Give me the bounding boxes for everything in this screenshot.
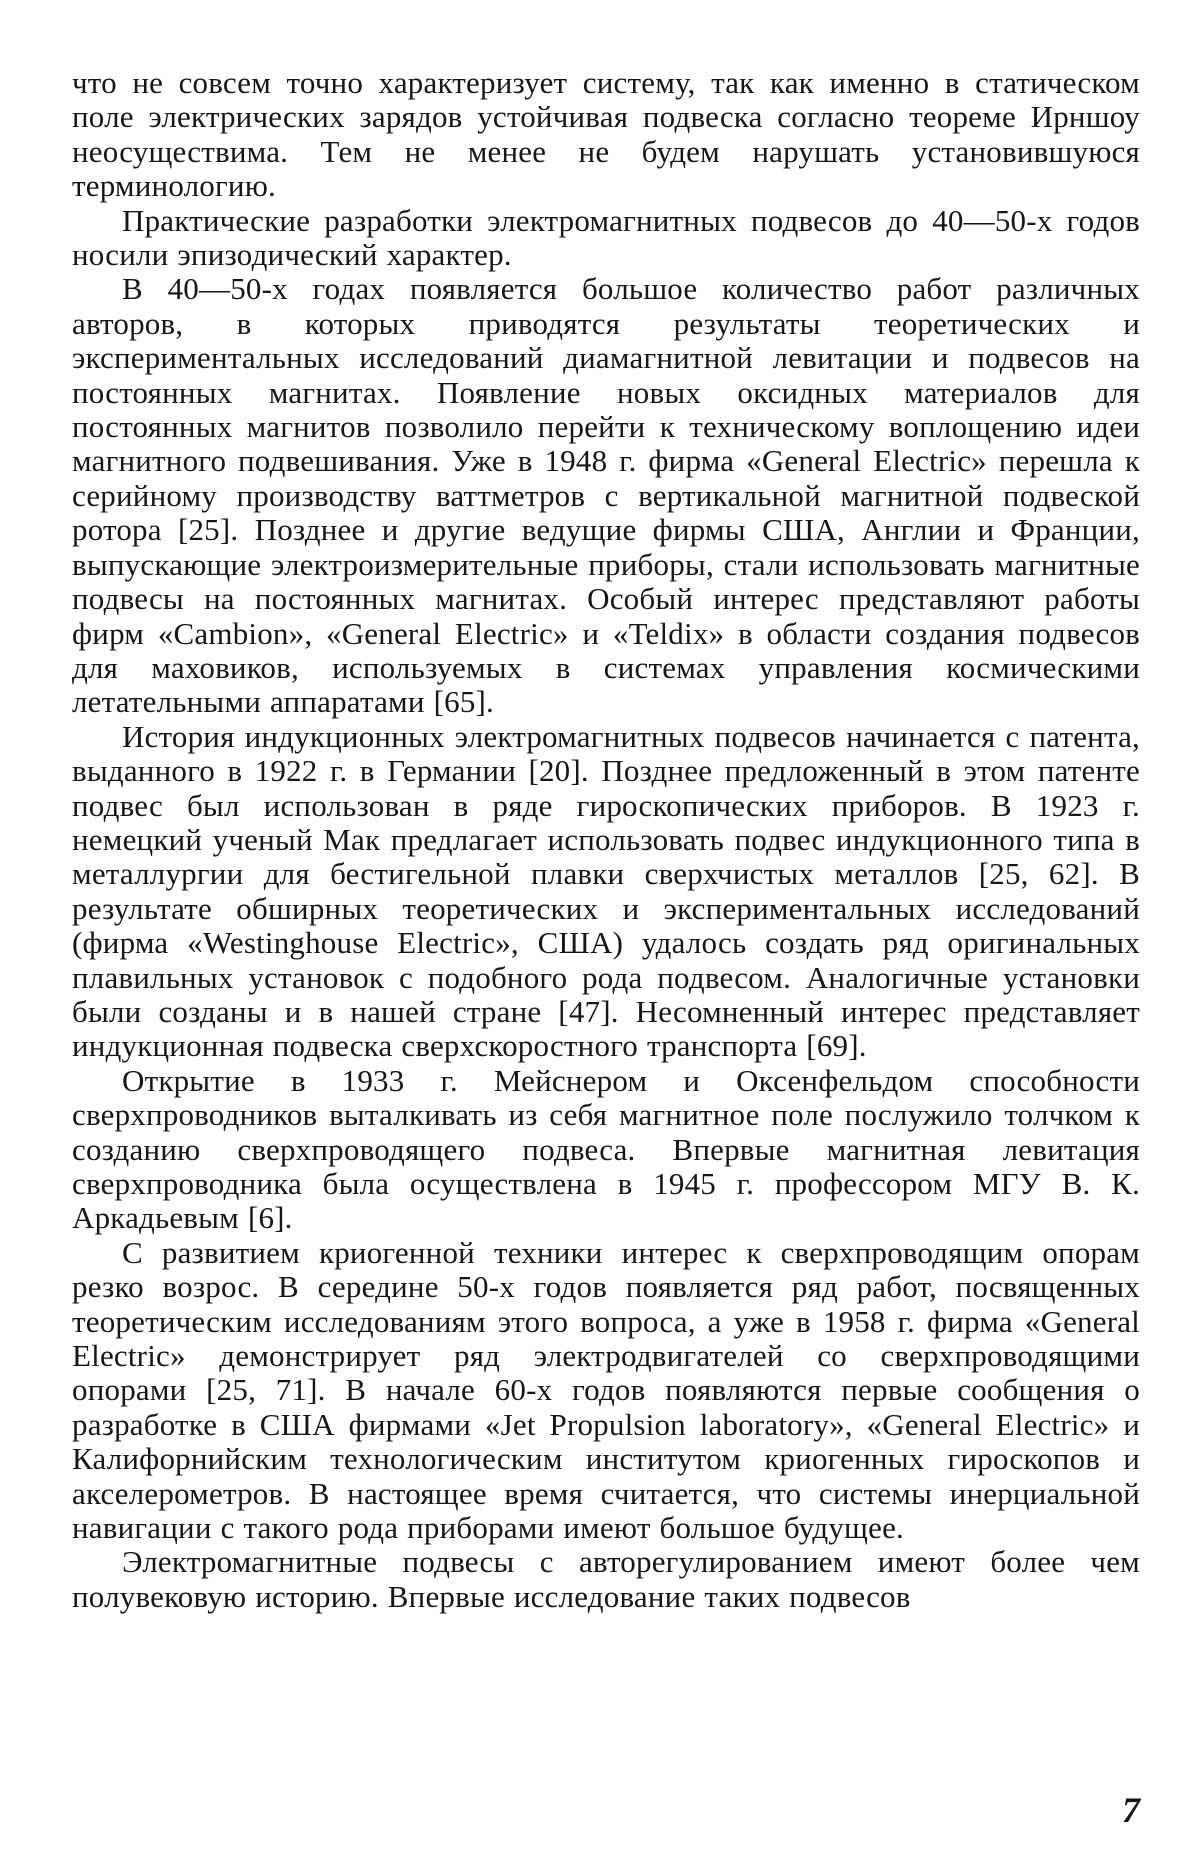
page-number: 7 (1122, 1790, 1140, 1830)
paragraph: В 40—50-х годах появляется большое количество работ различных авторов, в которых приводятся результаты теоретических и экспериментальных исследований диамагнитной левитации и подвесов на постоянных магнитах. Появление новых оксидных материалов для постоянных магнитов позволило перейти к техническому воплощению идеи магнитного подвешивания. Уже в 1948 г. фирма «General Electric» перешла к серийному производству ваттметров с вертикальной магнитной подвеской ротора [25]. Позднее и другие ведущие фирмы США, Англии и Франции, выпускающие электроизмерительные приборы, стали использовать магнитные подвесы на постоянных магнитах. Особый интерес представляют работы фирм «Cambion», «General Electric» и «Teldix» в области создания подвесов для маховиков, используемых в системах управления космическими летательными аппаратами [65]. (72, 271, 1140, 720)
paragraph: Открытие в 1933 г. Мейснером и Оксенфельдом способности сверхпроводников выталкивать из себя магнитное поле послужило толчком к созданию сверхпроводящего подвеса. Впервые магнитная левитация сверхпроводника была осуществлена в 1945 г. профессором МГУ В. К. Аркадьевым [6]. (72, 1062, 1140, 1236)
paragraph: Электромагнитные подвесы с авторегулированием имеют более чем полувековую историю. Впервые исследование таких подвесов (72, 1544, 1140, 1614)
body-text (72, 66, 1140, 1614)
paragraph: История индукционных электромагнитных подвесов начинается с патента, выданного в 1922 г. в Германии [20]. Позднее предложенный в этом патенте подвес был использован в ряде гироскопических приборов. В 1923 г. немецкий ученый Мак предлагает использовать подвес индукционного типа в металлургии для бестигельной плавки сверхчистых металлов [25, 62]. В результате обширных теоретических и экспериментальных исследований (фирма «Westinghouse Electric», США) удалось создать ряд оригинальных плавильных установок с подобного рода подвесом. Аналогичные установки были созданы и в нашей стране [47]. Несомненный интерес представляет индукционная подвеска сверхскоростного транспорта [69]. (72, 718, 1140, 1064)
paragraph-continuation: что не совсем точно характеризует систему, так как именно в статическом поле электрических зарядов устойчивая подвеска согласно теореме Ирншоу неосуществима. Тем не менее не будем нарушать установившуюся терминологию. (72, 65, 1140, 204)
paragraph: С развитием криогенной техники интерес к сверхпроводящим опорам резко возрос. В середине 50-х годов появляется ряд работ, посвященных теоретическим исследованиям этого вопроса, а уже в 1958 г. фирма «General Electric» демонстрирует ряд электродвигателей со сверхпроводящими опорами [25, 71]. В начале 60-х годов появляются первые сообщения о разработке в США фирмами «Jet Propulsion laboratory», «General Electric» и Калифорнийским технологическим институтом криогенных гироскопов и акселерометров. В настоящее время считается, что системы инерциальной навигации с такого рода приборами имеют большое будущее. (72, 1234, 1140, 1546)
paragraph: Практические разработки электромагнитных подвесов до 40—50-х годов носили эпизодический характер. (72, 202, 1140, 273)
